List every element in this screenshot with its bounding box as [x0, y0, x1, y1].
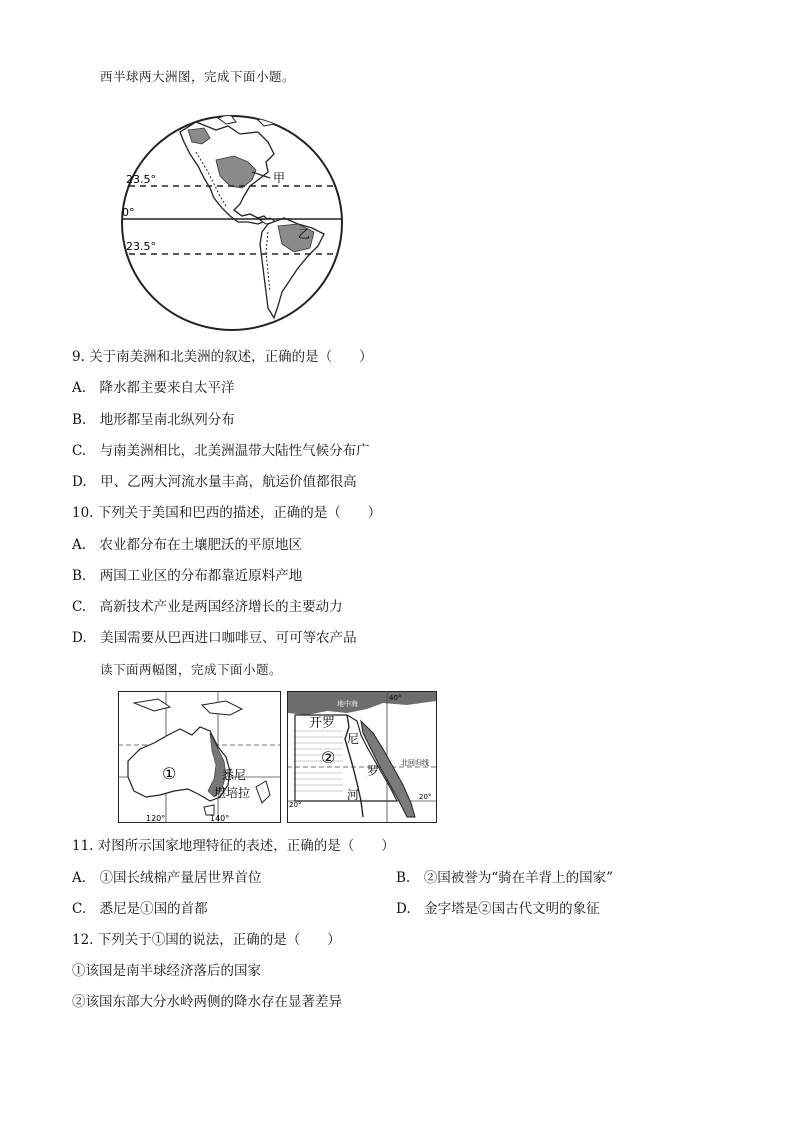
nile-char-1: 尼: [347, 732, 360, 746]
lat-20-right-label: 20°: [419, 793, 432, 801]
q10-stem: 10. 下列关于美国和巴西的描述，正确的是（ ）: [72, 505, 382, 521]
q11-option-a: A. ①国长绒棉产量居世界首位: [72, 870, 262, 886]
country-1-label: ①: [162, 764, 177, 783]
lon-140-label: 140°: [210, 814, 230, 823]
lon-120-label: 120°: [146, 814, 166, 823]
lat-equator-label: 0°: [122, 206, 135, 219]
egypt-map: [287, 691, 437, 823]
label-yi: 乙: [298, 227, 311, 241]
q10-option-b: B. 两国工业区的分布都靠近原料产地: [72, 568, 303, 584]
q9-option-a: A. 降水都主要来自太平洋: [72, 380, 235, 396]
western-hemisphere-map: [118, 112, 346, 334]
q12-statement-1: ①该国是南半球经济落后的国家: [72, 963, 261, 979]
intro-text-1: 西半球两大洲图，完成下面小题。: [100, 69, 296, 84]
q11-option-c: C. 悉尼是①国的首都: [72, 901, 208, 917]
q9-option-b: B. 地形都呈南北纵列分布: [72, 412, 235, 428]
tropic-label: 北回归线: [401, 759, 429, 767]
label-jia: 甲: [273, 171, 286, 185]
australia-map: [118, 691, 281, 823]
country-2-label: ②: [321, 748, 336, 767]
cairo-label: 开罗: [309, 716, 336, 731]
nile-char-2: 罗: [367, 764, 380, 778]
q9-option-d: D. 甲、乙两大河流水量丰高，航运价值都很高: [72, 474, 357, 490]
nile-char-3: 河: [347, 788, 360, 802]
q10-option-c: C. 高新技术产业是两国经济增长的主要动力: [72, 599, 343, 615]
q9-stem: 9. 关于南美洲和北美洲的叙述，正确的是（ ）: [72, 349, 373, 365]
lat-20-left-label: 20°: [289, 801, 302, 809]
intro-text-2: 读下面两幅图，完成下面小题。: [100, 662, 283, 677]
lon-40-label: 40°: [389, 694, 402, 702]
q10-option-d: D. 美国需要从巴西进口咖啡豆、可可等农产品: [72, 630, 357, 646]
q11-option-d: D. 金字塔是②国古代文明的象征: [396, 901, 600, 917]
q9-option-c: C. 与南美洲相比，北美洲温带大陆性气候分布广: [72, 443, 370, 459]
lat-south-label: 23.5°: [126, 240, 156, 253]
lat-north-label: 23.5°: [126, 173, 156, 186]
q12-statement-2: ②该国东部大分水岭两侧的降水存在显著差异: [72, 994, 342, 1010]
q10-option-a: A. 农业都分布在土壤肥沃的平原地区: [72, 537, 303, 553]
q11-option-b: B. ②国被誉为“骑在羊背上的国家”: [396, 870, 614, 886]
q11-stem: 11. 对图所示国家地理特征的表述，正确的是（ ）: [72, 838, 395, 854]
q12-stem: 12. 下列关于①国的说法，正确的是（ ）: [72, 932, 341, 948]
canberra-label: 堪培拉: [214, 786, 251, 800]
mediterranean-label: 地中海: [337, 700, 358, 708]
sydney-label: 悉尼: [222, 768, 247, 782]
